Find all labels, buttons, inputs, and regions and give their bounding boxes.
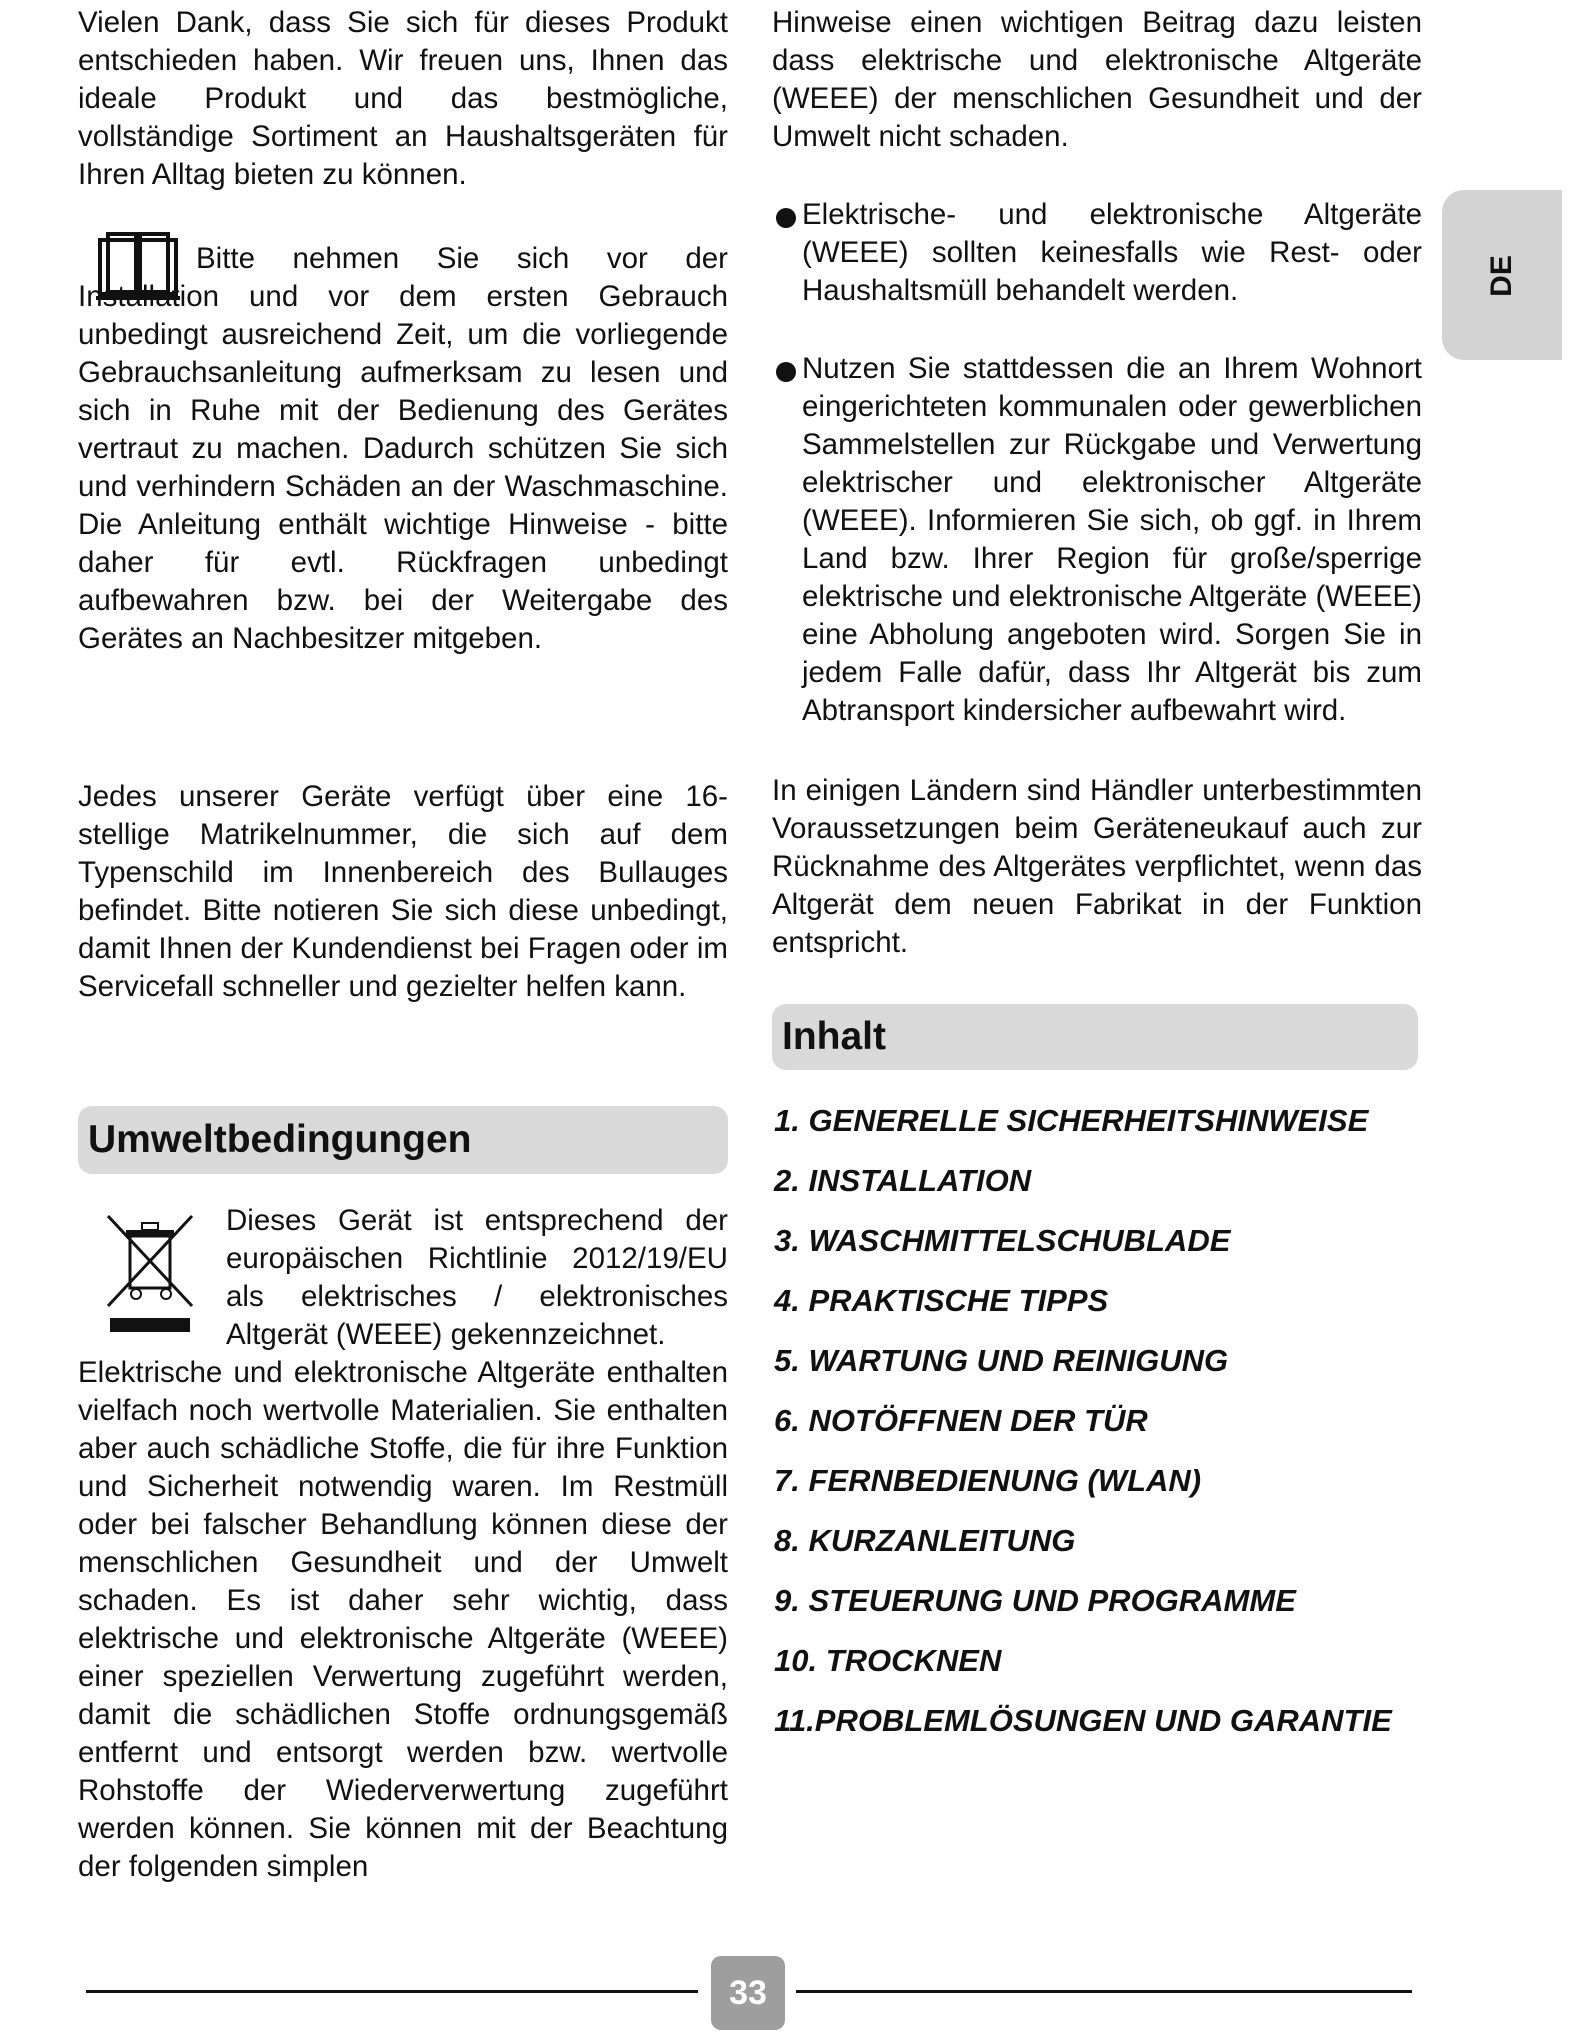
toc-item[interactable]: 3. WASCHMITTELSCHUBLADE [774,1223,1231,1258]
footer-rule-right [796,1990,1412,1993]
toc-item[interactable]: 6. NOTÖFFNEN DER TÜR [774,1403,1148,1438]
serial-number-paragraph: Jedes unserer Geräte verfügt über eine 16-stellige Matrikelnummer, die sich auf dem Typenschild im Innenbereich des Bullauges befindet. Bitte notieren Sie sich diese unbedingt, damit Ihnen der Kundendienst bei Fragen oder im Servicefall schneller und gezielter helfen kann. [78,780,728,1003]
bullet-dot-icon [776,362,796,382]
toc-item[interactable]: 8. KURZANLEITUNG [774,1523,1076,1558]
manual-notice-paragraph: Bitte nehmen Sie sich vor der Installation und vor dem ersten Gebrauch unbedingt ausreichend Zeit, um die vorliegende Gebrauchsanleitung aufmerksam zu lesen und sich in Ruhe mit der Bedienung des Gerätes vertraut zu machen. Dadurch schützen Sie sich und verhindern Schäden an der Waschmaschine. Die Anleitung enthält wichtige Hinweise - bitte daher für evtl. Rückfragen unbedingt aufbewahren bzw. bei der Weitergabe des Gerätes an Nachbesitzer mitgeben. [78,242,728,655]
weee-crossed-bin-icon [100,1210,200,1340]
intro-paragraph: Vielen Dank, dass Sie sich für dieses Produkt entschieden haben. Wir freuen uns, Ihnen das ideale Produkt und das bestmögliche, vollständige Sortiment an Haushaltsgeräten für Ihren Alltag bieten zu können. [78,6,728,191]
toc-item[interactable]: 4. PRAKTISCHE TIPPS [774,1283,1109,1318]
toc-item[interactable]: 2. INSTALLATION [774,1163,1032,1198]
bullet-item [772,196,1422,310]
toc-item[interactable]: 10. TROCKNEN [774,1643,1002,1678]
weee-label-paragraph: Dieses Gerät ist entsprechend der europäischen Richtlinie 2012/19/EU als elektrisches / elektronisches Altgerät (WEEE) gekennzeichnet. [226,1204,728,1351]
bullet-text: Elektrische- und elektronische Altgeräte (WEEE) sollten keinesfalls wie Rest- oder Haushaltsmüll behandelt werden. [802,198,1422,307]
environment-heading: Umweltbedingungen [78,1106,728,1174]
bullet-item [772,350,1422,730]
footer-rule-left [86,1990,698,1993]
bullet-text: Nutzen Sie stattdessen die an Ihrem Wohnort eingerichteten kommunalen oder gewerblichen Sammelstellen zur Rückgabe und Verwertung elektrischer und elektronischer Altgeräte (WEEE). Informieren Sie sich, ob ggf. in Ihrem Land bzw. Ihrer Region für große/sperrige elektrische und elektronische Altgeräte (WEEE) eine Abholung angeboten wird. Sorgen Sie in jedem Falle dafür, dass Ihr Altgerät bis zum Abtransport kindersicher aufbewahrt wird. [802,352,1422,727]
table-of-contents [772,1096,1422,1756]
toc-item[interactable]: 7. FERNBEDIENUNG (WLAN) [774,1463,1202,1498]
toc-item[interactable]: 9. STEUERUNG UND PROGRAMME [774,1583,1296,1618]
language-tab-label: DE [1485,255,1518,297]
bullet-dot-icon [776,208,796,228]
contents-heading: Inhalt [772,1004,1418,1070]
continuation-paragraph: Hinweise einen wichtigen Beitrag dazu leisten dass elektrische und elektronische Altgeräte (WEEE) der menschlichen Gesundheit und der Umwelt nicht schaden. [772,6,1422,153]
toc-item[interactable]: 11.PROBLEMLÖSUNGEN UND GARANTIE [774,1703,1392,1738]
toc-item[interactable]: 5. WARTUNG UND REINIGUNG [774,1343,1229,1378]
dealer-note-paragraph: In einigen Ländern sind Händler unterbestimmten Voraussetzungen beim Geräteneukauf auch zur Rücknahme des Altgerätes verpflichtet, wenn das Altgerät dem neuen Fabrikat in der Funktion entspricht. [772,774,1422,959]
weee-body-paragraph: Elektrische und elektronische Altgeräte enthalten vielfach noch wertvolle Materialien. Sie enthalten aber auch schädliche Stoffe, die für ihre Funktion und Sicherheit notwendig waren. Im Restmüll oder bei falscher Behandlung können diese der menschlichen Gesundheit und der Umwelt schaden. Es ist daher sehr wichtig, dass elektrische und elektronische Altgeräte (WEEE) einer speziellen Verwertung zugeführt werden, damit die schädlichen Stoffe ordnungsgemäß entfernt und entsorgt werden bzw. wertvolle Rohstoffe der Wiederverwertung zugeführt werden können. Sie können mit der Beachtung der folgenden simplen [78,1356,728,1883]
page-number-badge: 33 [711,1956,785,2030]
toc-item[interactable]: 1. GENERELLE SICHERHEITSHINWEISE [774,1103,1369,1138]
